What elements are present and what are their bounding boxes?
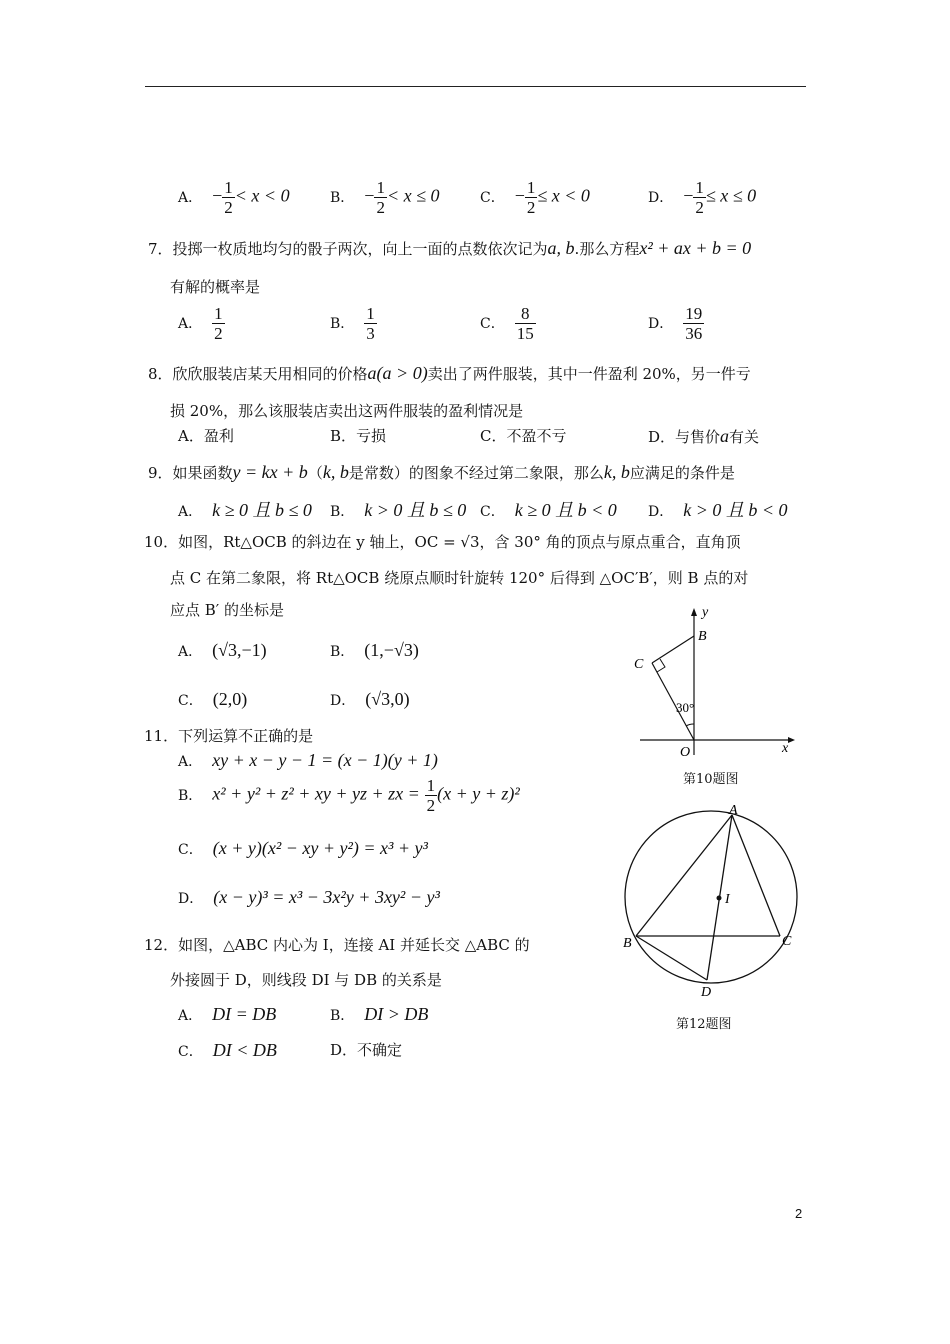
q7-option-d: D． $\frac{19}{36}$ <box>648 304 703 343</box>
q9-option-a: A． k ≥ 0 且 b ≤ 0 <box>178 500 312 520</box>
q8-option-c: C．不盈不亏 <box>480 427 567 445</box>
q10-option-c: C． (2,0) <box>178 689 248 709</box>
q8-option-a: A．盈利 <box>178 427 234 445</box>
label-c: C <box>782 934 792 949</box>
q7-option-c: C． $\frac{8}{15}$ <box>480 304 534 343</box>
side-cb <box>652 636 694 663</box>
q11-option-d: D． (x − y)³ = x³ − 3x²y + 3xy² − y³ <box>178 887 440 907</box>
label-d: D <box>701 985 712 1000</box>
q8-stem-cont: 损 20%，那么该服装店卖出这两件服装的盈利情况是 <box>170 402 524 420</box>
angle-arc <box>686 724 694 726</box>
q7-option-b: B． $\frac{1}{3}$ <box>330 304 375 343</box>
side-ac <box>732 815 780 936</box>
x-axis-arrow <box>788 737 795 743</box>
q6-option-d: D． − $\frac{1}{2}$ ≤ x ≤ 0 <box>648 178 757 217</box>
q9-option-b: B． k > 0 且 b ≤ 0 <box>330 500 467 520</box>
q8-option-b: B．亏损 <box>330 427 387 445</box>
q12-stem-line1: 12．如图，△ABC 内心为 I，连接 AI 并延长交 △ABC 的 <box>144 936 530 954</box>
q11-stem: 11．下列运算不正确的是 <box>144 727 314 745</box>
right-angle-mark <box>657 659 665 672</box>
q12-option-d: D．不确定 <box>330 1041 403 1059</box>
label-x: x <box>782 741 789 756</box>
header-rule <box>145 86 806 87</box>
q11-option-a: A． xy + x − y − 1 = (x − 1)(y + 1) <box>178 750 438 770</box>
label-b: B <box>623 936 632 951</box>
incenter-point <box>717 896 722 901</box>
q8-stem: 8．欣欣服装店某天用相同的价格a(a > 0)卖出了两件服装，其中一件盈利 20%，另一件亏 <box>148 363 751 383</box>
q12-option-a: A． DI = DB <box>178 1004 277 1024</box>
q6-option-b: B． − $\frac{1}{2}$ < x ≤ 0 <box>330 178 440 217</box>
label-y: y <box>702 605 709 620</box>
label-i: I <box>725 892 730 907</box>
q10-option-d: D． (√3,0) <box>330 689 410 709</box>
label-c: C <box>634 657 644 672</box>
q12-figure-caption: 第12题图 <box>676 1017 732 1032</box>
q10-figure-caption: 第10题图 <box>683 772 739 787</box>
side-ab <box>636 815 732 936</box>
q11-option-c: C． (x + y)(x² − xy + y²) = x³ + y³ <box>178 838 428 858</box>
label-a: A <box>729 803 738 818</box>
q10-option-a: A． (√3,−1) <box>178 640 267 660</box>
q7-option-a: A． $\frac{1}{2}$ <box>178 304 223 343</box>
label-angle: 30° <box>676 700 695 715</box>
page-number: 2 <box>795 1206 803 1221</box>
q6-option-a: A． − $\frac{1}{2}$ < x < 0 <box>178 178 290 217</box>
q7-stem-cont: 有解的概率是 <box>170 278 261 296</box>
q12-option-c: C． DI < DB <box>178 1040 277 1060</box>
q10-stem-line2: 点 C 在第二象限，将 Rt△OCB 绕原点顺时针旋转 120° 后得到 △OC′B′，则 B 点的对 <box>170 569 749 587</box>
q9-option-d: D． k > 0 且 b < 0 <box>648 500 788 520</box>
q12-figure <box>615 800 805 1010</box>
q12-stem-line2: 外接圆于 D，则线段 DI 与 DB 的关系是 <box>170 971 442 989</box>
q12-option-b: B． DI > DB <box>330 1004 429 1024</box>
q6-option-c: C． − $\frac{1}{2}$ ≤ x < 0 <box>480 178 590 217</box>
q11-option-b: B． x² + y² + z² + xy + yz + zx = $\frac{1}{2}$ (x + y + z)² <box>178 776 520 815</box>
q9-option-c: C． k ≥ 0 且 b < 0 <box>480 500 617 520</box>
q10-figure <box>630 600 800 760</box>
y-axis-arrow <box>691 608 697 616</box>
label-o: O <box>680 745 691 760</box>
q10-stem-line1: 10．如图，Rt△OCB 的斜边在 y 轴上，OC = √3，含 30° 角的顶点与原点重合，直角顶 <box>144 533 741 551</box>
q9-stem: 9．如果函数y = kx + b（k, b是常数）的图象不经过第二象限，那么k, b应满足的条件是 <box>148 462 735 482</box>
label-b: B <box>698 629 707 644</box>
q10-stem-line3: 应点 B′ 的坐标是 <box>170 601 284 619</box>
q10-option-b: B． (1,−√3) <box>330 640 419 660</box>
q8-option-d: D．与售价a有关 <box>648 426 760 446</box>
q7-stem: 7．投掷一枚质地均匀的骰子两次，向上一面的点数依次记为a, b.那么方程x² + ax + b = 0 <box>148 238 752 258</box>
